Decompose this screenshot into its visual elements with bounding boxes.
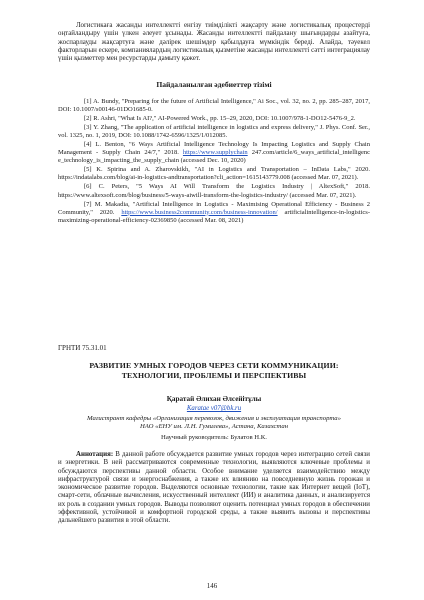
abstract-label: Аннотация: [76, 451, 114, 458]
reference-item: [2] R. Ashri, "What Is AI?," AI-Powered Work., pp. 15–29, 2020, DOI: 10.1007/978-1-DO12-5476-9_2. [84, 115, 356, 123]
intro-paragraph: Логистикаға жасанды интеллектті енгізу тиімділікті жақсарту және логистикалық процестерді оңтайландыру үшін үлкен әлеует ұсынады. Жасанды интеллектті пайдалану шығындарды азайтуға, жоспарлауды жақсартуға және дәлірек шешімдер қабылдауға мүмкіндік береді. Алайда, тәуекел факторларын ескере, компаниялардың логистикалық қызметіне жасанды интеллектті сәтті интеграциялау үшін қызметтер мен ресурстарды дамыту қажет. [58, 22, 370, 63]
reference-item: [5] K. Spirina and A. Zharovskikh, "AI in Logistics and Transportation – InData Labs," 2020. https://indatalabs.com/blog/ai-in-logistics-andtransportation?cli_action=1615143779.008 (accessed Mar. 07, 2021). [58, 166, 370, 182]
abstract-text: В данной работе обсуждается развитие умных городов через интеграцию сетей связи и энергетики. В ней рассматриваются современные технологии, выявляются ключевые проблемы и обсуждаются перспективы данной области. Особое внимание уделяется взаимодействию между инфраструктурой связи и энергоснабжения, а также их влиянию на повседневную жизнь горожан и экономическое развитие городов. Выделяются основные технологии, такие как Интернет вещей (IoT), смарт-сети, облачные вычисления, искусственный интеллект (ИИ) и аналитика данных, и анализируется их роль в создании умных городов. Выводы позволяют оценить потенциал умных городов в обеспечении эффективной, устойчивой и комфортной городской среды, а также выявить вызовы и перспективы дальнейшего развития в этой области. [58, 451, 370, 525]
reference-link[interactable]: https://www.business2community.com/business-innovation/ [121, 208, 278, 216]
reference-list [58, 98, 370, 225]
article-title: РАЗВИТИЕ УМНЫХ ГОРОДОВ ЧЕРЕЗ СЕТИ КОММУНИКАЦИИ: ТЕХНОЛОГИИ, ПРОБЛЕМЫ И ПЕРСПЕКТИВЫ [89, 361, 339, 380]
reference-item: [1] A. Bundy, "Preparing for the future of Artificial Intelligence," Ai Soc., vol. 32, no. 2, pp. 285–287, 2017, DOI: 10.1007/s00146-01DO1685-0. [58, 98, 370, 114]
reference-item: [3] Y. Zhang, "The application of artificial intelligence in logistics and express delivery," J. Phys. Conf. Ser., vol. 1325, no. 1, 2019, DOI: 10.1088/1742-6596/1325/1/012085. [58, 124, 370, 140]
reference-item: [7] M. Makadia, "Artificial Intelligence in Logistics - Maximising Operational Efficiency - Business 2 Community," 2020. https://www.business2community.com/business-innovation/ artificialintelligence-in-logistics-maximizing-operational-efficiency-02369850 (accessed Mar. 08, 2021) [58, 200, 370, 224]
grnti-code: ГРНТИ 75.31.01 [58, 344, 107, 352]
supervisor: Научный руководитель: Булатов Н.К. [161, 434, 267, 441]
abstract [58, 451, 370, 526]
page-number: 146 [206, 582, 218, 590]
reference-item: [4] L. Benton, "6 Ways Artificial Intelligence Technology Is Impacting Logistics and Supply Chain Management - Supply Chain 24/7," 2018. https://www.supplychain 247.com/article/6_ways_artificial_intelligenc e_technology_is_impacting_the_supply_chain (accessed Dec. 10, 2020) [58, 141, 370, 165]
author-name: Қаратай Әлихан Әлсейітұлы [166, 395, 262, 403]
reference-item: [6] C. Peters, "5 Ways AI Will Transform the Logistics Industry | AltexSoft," 2018. https://www.altexsoft.com/blog/business/5-ways-aiwill-transform-the-logistics-industry/ (accessed Mar. 07, 2021). [58, 183, 370, 199]
affiliation: Магистрант кафедры «Организация перевозок, движения и эксплуатация транспорта» НАО «ЕНУ им. Л.Н. Гумилева», Астана, Казахстан [87, 415, 341, 431]
author-email[interactable]: Karatae v07@bk.ru [186, 405, 242, 412]
references-heading: Пайдаланылған әдебиеттер тізімі [156, 80, 272, 89]
reference-link[interactable]: https://www.supplychain [182, 149, 248, 157]
